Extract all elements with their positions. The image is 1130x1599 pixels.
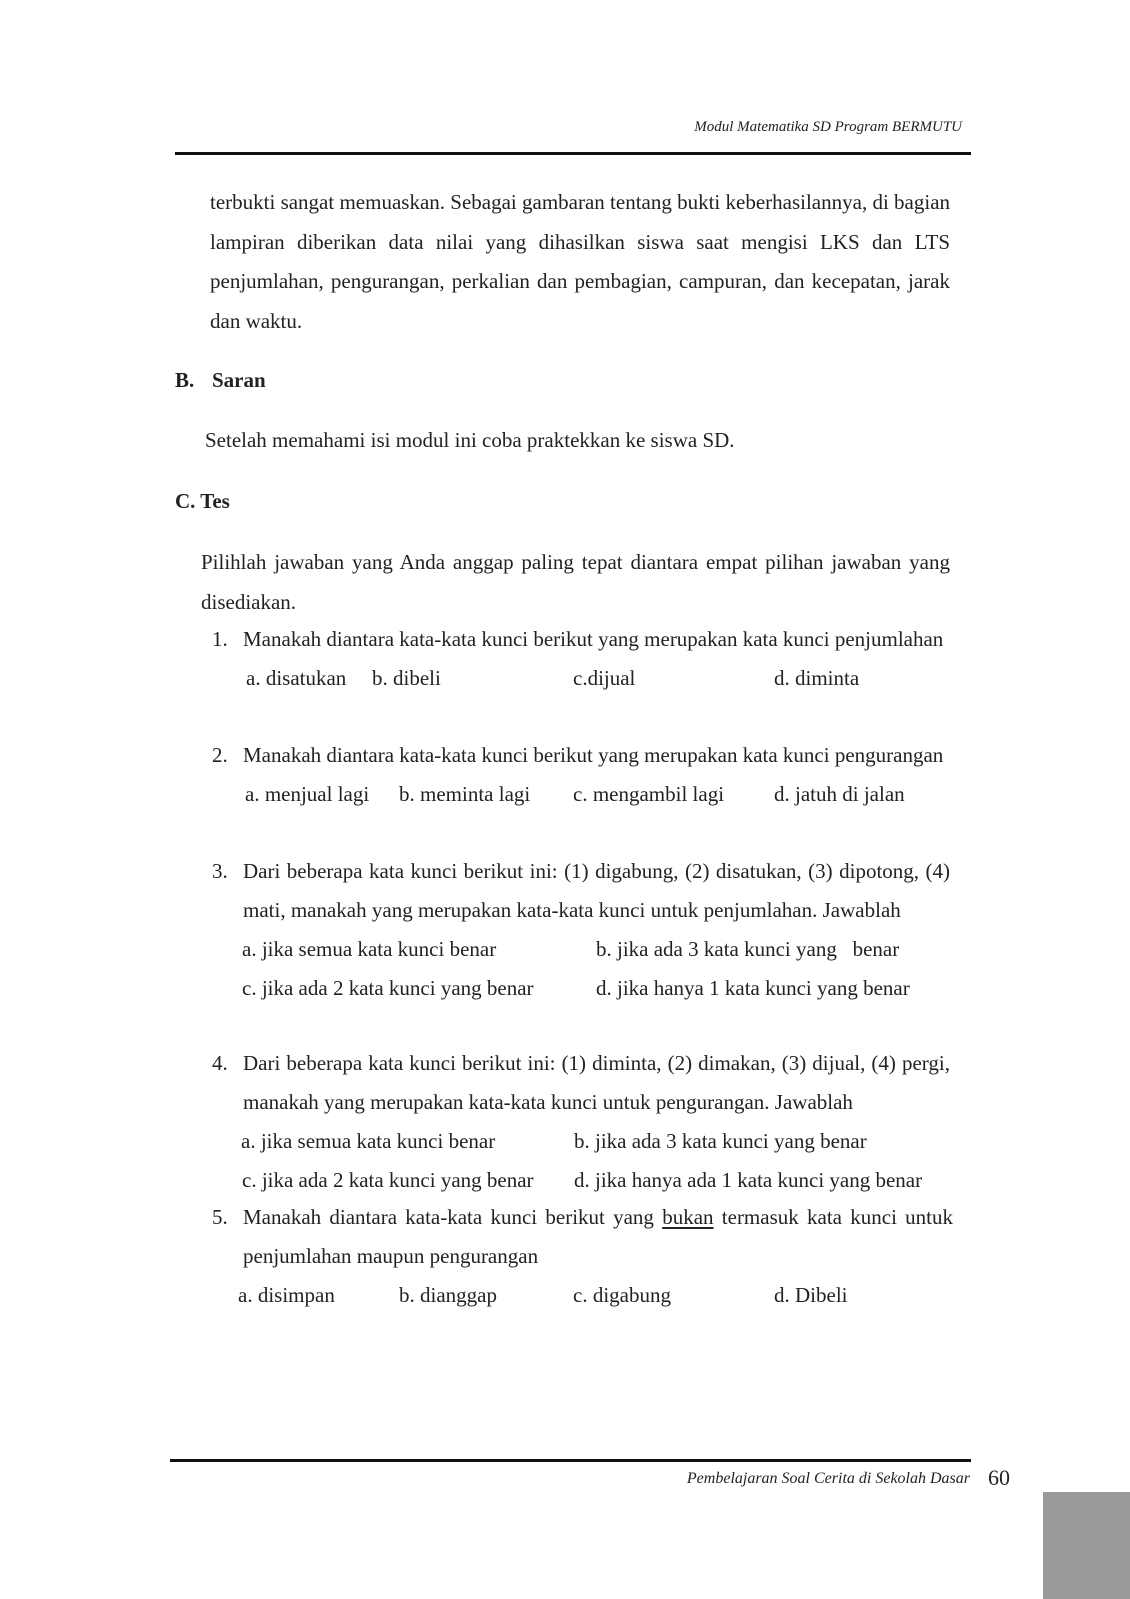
question-2 <box>212 736 972 814</box>
option-d: d. jika hanya ada 1 kata kunci yang benar <box>574 1168 923 1192</box>
option-d: d. jatuh di jalan <box>774 782 905 806</box>
options-row <box>212 1122 972 1161</box>
options-row <box>212 969 972 1008</box>
footer-rule <box>170 1459 971 1462</box>
option-a: a. disatukan <box>246 666 347 690</box>
question-text: Dari beberapa kata kunci berikut ini: (1) digabung, (2) disatukan, (3) dipotong, (4) mati, manakah yang merupakan kata-kata kunci untuk penjumlahan. Jawablah <box>243 859 950 922</box>
section-b-text: Setelah memahami isi modul ini coba praktekkan ke siswa SD. <box>205 428 735 452</box>
option-c: c. mengambil lagi <box>573 782 725 806</box>
section-b-letter: B. <box>175 368 195 392</box>
emphasis-underline: bukan <box>662 1205 714 1229</box>
question-text: Manakah diantara kata-kata kunci berikut yang merupakan kata kunci pengurangan <box>243 743 944 767</box>
option-b: b. dibeli <box>372 666 441 690</box>
question-text: Manakah diantara kata-kata kunci berikut yang merupakan kata kunci penjumlahan <box>243 627 944 651</box>
question-4 <box>212 1044 972 1200</box>
option-a: a. jika semua kata kunci benar <box>242 937 497 961</box>
option-c: c.dijual <box>573 666 636 690</box>
question-5 <box>212 1198 972 1315</box>
option-d: d. diminta <box>774 666 860 690</box>
question-3 <box>212 852 972 1008</box>
option-d: d. Dibeli <box>774 1283 848 1307</box>
running-header: Modul Matematika SD Program BERMUTU <box>694 119 962 135</box>
intro-paragraph: terbukti sangat memuaskan. Sebagai gambaran tentang bukti keberhasilannya, di bagian lampiran diberikan data nilai yang dihasilkan siswa saat mengisi LKS dan LTS penjumlahan, pengurangan, perkalian dan pembagian, campuran, dan kecepatan, jarak dan waktu. <box>210 190 951 333</box>
page-number: 60 <box>988 1465 1010 1490</box>
option-a: a. jika semua kata kunci benar <box>241 1129 496 1153</box>
question-1 <box>212 620 972 698</box>
question-text: Dari beberapa kata kunci berikut ini: (1) diminta, (2) dimakan, (3) dijual, (4) pergi, manakah yang merupakan kata-kata kunci untuk pengurangan. Jawablah <box>243 1051 950 1114</box>
section-c-heading: C. Tes <box>175 489 230 513</box>
options-row <box>212 930 972 969</box>
question-text <box>243 1198 953 1276</box>
question-number: 1. <box>212 627 228 651</box>
option-a: a. disimpan <box>238 1283 335 1307</box>
question-number: 4. <box>212 1051 228 1075</box>
options-row <box>212 1161 972 1200</box>
question-text-part: Manakah diantara kata-kata kunci berikut yang <box>243 1205 663 1229</box>
running-footer: Pembelajaran Soal Cerita di Sekolah Dasar <box>686 1470 970 1487</box>
option-b: b. jika ada 3 kata kunci yang benar <box>574 1129 867 1153</box>
section-c-instruction: Pilihlah jawaban yang Anda anggap paling tepat diantara empat pilihan jawaban yang disediakan. <box>201 550 950 614</box>
section-b-title: Saran <box>212 368 266 392</box>
question-number: 3. <box>212 859 228 883</box>
options-row <box>212 775 972 814</box>
section-b-heading <box>175 366 266 394</box>
options-row <box>212 1276 972 1315</box>
option-b: b. jika ada 3 kata kunci yang benar <box>596 937 900 961</box>
option-d: d. jika hanya 1 kata kunci yang benar <box>596 976 910 1000</box>
option-c: c. jika ada 2 kata kunci yang benar <box>242 1168 534 1192</box>
option-c: c. jika ada 2 kata kunci yang benar <box>242 976 534 1000</box>
options-row <box>212 659 972 698</box>
option-b: b. meminta lagi <box>399 782 531 806</box>
question-number: 5. <box>212 1205 228 1229</box>
question-text-part: termasuk kata kunci untuk penjumlahan maupun pengurangan <box>243 1205 953 1268</box>
option-b: b. dianggap <box>399 1283 497 1307</box>
option-c: c. digabung <box>573 1283 671 1307</box>
header-rule <box>175 152 971 155</box>
page-edge-tab <box>1043 1492 1130 1599</box>
option-a: a. menjual lagi <box>245 782 370 806</box>
question-number: 2. <box>212 743 228 767</box>
